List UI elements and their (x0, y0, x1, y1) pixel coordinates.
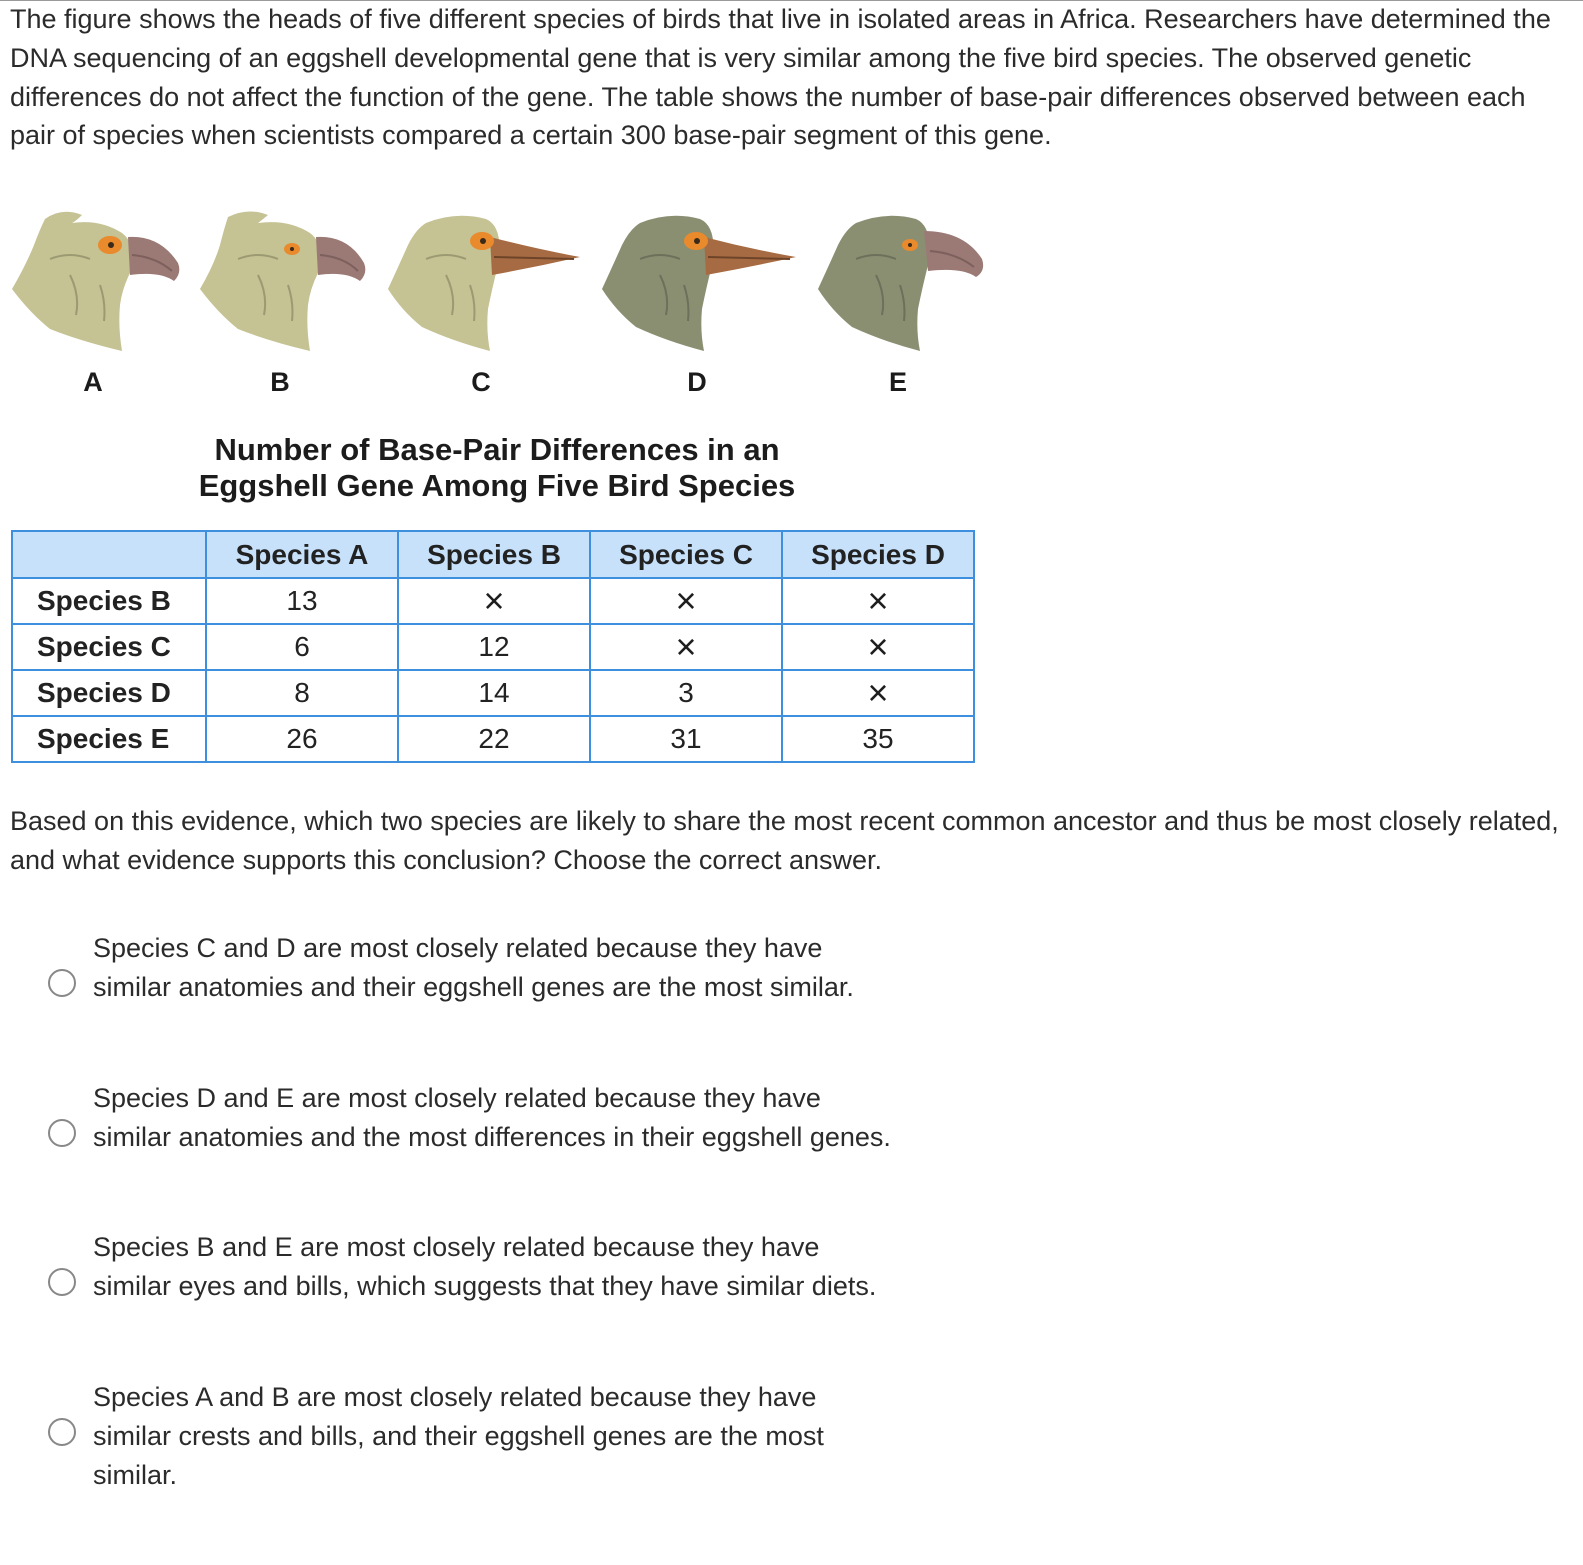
table-cell: 14 (398, 670, 590, 716)
column-header: Species B (398, 531, 590, 578)
x-mark-icon: × (867, 580, 889, 621)
answer-option-text[interactable]: Species B and E are most closely related because they have similar eyes and bills, which suggests that they have similar diets. (93, 1232, 877, 1301)
table-corner-cell (12, 531, 206, 578)
table-cell (782, 624, 974, 670)
bird-head-a-image (10, 205, 185, 355)
bird-head-d-image (600, 205, 800, 355)
table-cell (398, 578, 590, 624)
bird-heads-figure (0, 205, 1000, 415)
table-row (12, 716, 974, 762)
row-header: Species E (12, 716, 206, 762)
table-cell (590, 578, 782, 624)
table-title-line-1: Number of Base-Pair Differences in an (214, 432, 780, 467)
x-mark-icon: × (867, 672, 889, 713)
column-header: Species D (782, 531, 974, 578)
table-cell: 13 (206, 578, 398, 624)
column-header: Species C (590, 531, 782, 578)
table-row (12, 624, 974, 670)
intro-paragraph: The figure shows the heads of five different species of birds that live in isolated areas in Africa. Researchers have determined the DNA sequencing of an eggshell developmental gene that is very similar among the five bird species. The observed genetic differences do not affect the function of the gene. The table shows the number of base-pair differences observed between each pair of species when scientists compared a certain 300 base-pair segment of this gene. (10, 4, 1551, 151)
x-mark-icon: × (675, 626, 697, 667)
answer-option-text[interactable]: Species D and E are most closely related because they have similar anatomies and the most differences in their eggshell genes. (93, 1083, 891, 1152)
radio-button[interactable] (48, 1418, 76, 1446)
table-cell (590, 624, 782, 670)
table-cell: 31 (590, 716, 782, 762)
base-pair-differences-table (11, 530, 975, 763)
table-row (12, 670, 974, 716)
x-mark-icon: × (483, 580, 505, 621)
bird-head-b-image (198, 205, 373, 355)
table-cell: 6 (206, 624, 398, 670)
column-header: Species A (206, 531, 398, 578)
bird-label-b: B (270, 367, 290, 397)
table-cell: 26 (206, 716, 398, 762)
row-header: Species C (12, 624, 206, 670)
table-header-row (12, 531, 974, 578)
table-cell: 22 (398, 716, 590, 762)
table-cell: 35 (782, 716, 974, 762)
radio-button[interactable] (48, 1119, 76, 1147)
answer-option-text[interactable]: Species C and D are most closely related because they have similar anatomies and their eggshell genes are the most similar. (93, 933, 854, 1002)
table-row (12, 578, 974, 624)
question-prompt: Based on this evidence, which two species are likely to share the most recent common ancestor and thus be most closely related, and what evidence supports this conclusion? Choose the correct answer. (10, 806, 1559, 875)
row-header: Species B (12, 578, 206, 624)
radio-button[interactable] (48, 969, 76, 997)
bird-label-e: E (888, 367, 907, 397)
radio-button[interactable] (48, 1268, 76, 1296)
x-mark-icon: × (867, 626, 889, 667)
table-cell (782, 578, 974, 624)
table-cell (782, 670, 974, 716)
bird-head-c-image (386, 205, 586, 355)
table-title (12, 432, 982, 504)
x-mark-icon: × (675, 580, 697, 621)
bird-label-a: A (83, 367, 103, 397)
table-cell: 3 (590, 670, 782, 716)
table-cell: 12 (398, 624, 590, 670)
table-cell: 8 (206, 670, 398, 716)
row-header: Species D (12, 670, 206, 716)
table-title-line-2: Eggshell Gene Among Five Bird Species (198, 468, 796, 503)
bird-label-c: C (471, 367, 491, 397)
bird-label-d: D (687, 367, 707, 397)
answer-option-text[interactable]: Species A and B are most closely related because they have similar crests and bills, and their eggshell genes are the most similar. (93, 1382, 824, 1490)
bird-head-e-image (816, 205, 986, 355)
